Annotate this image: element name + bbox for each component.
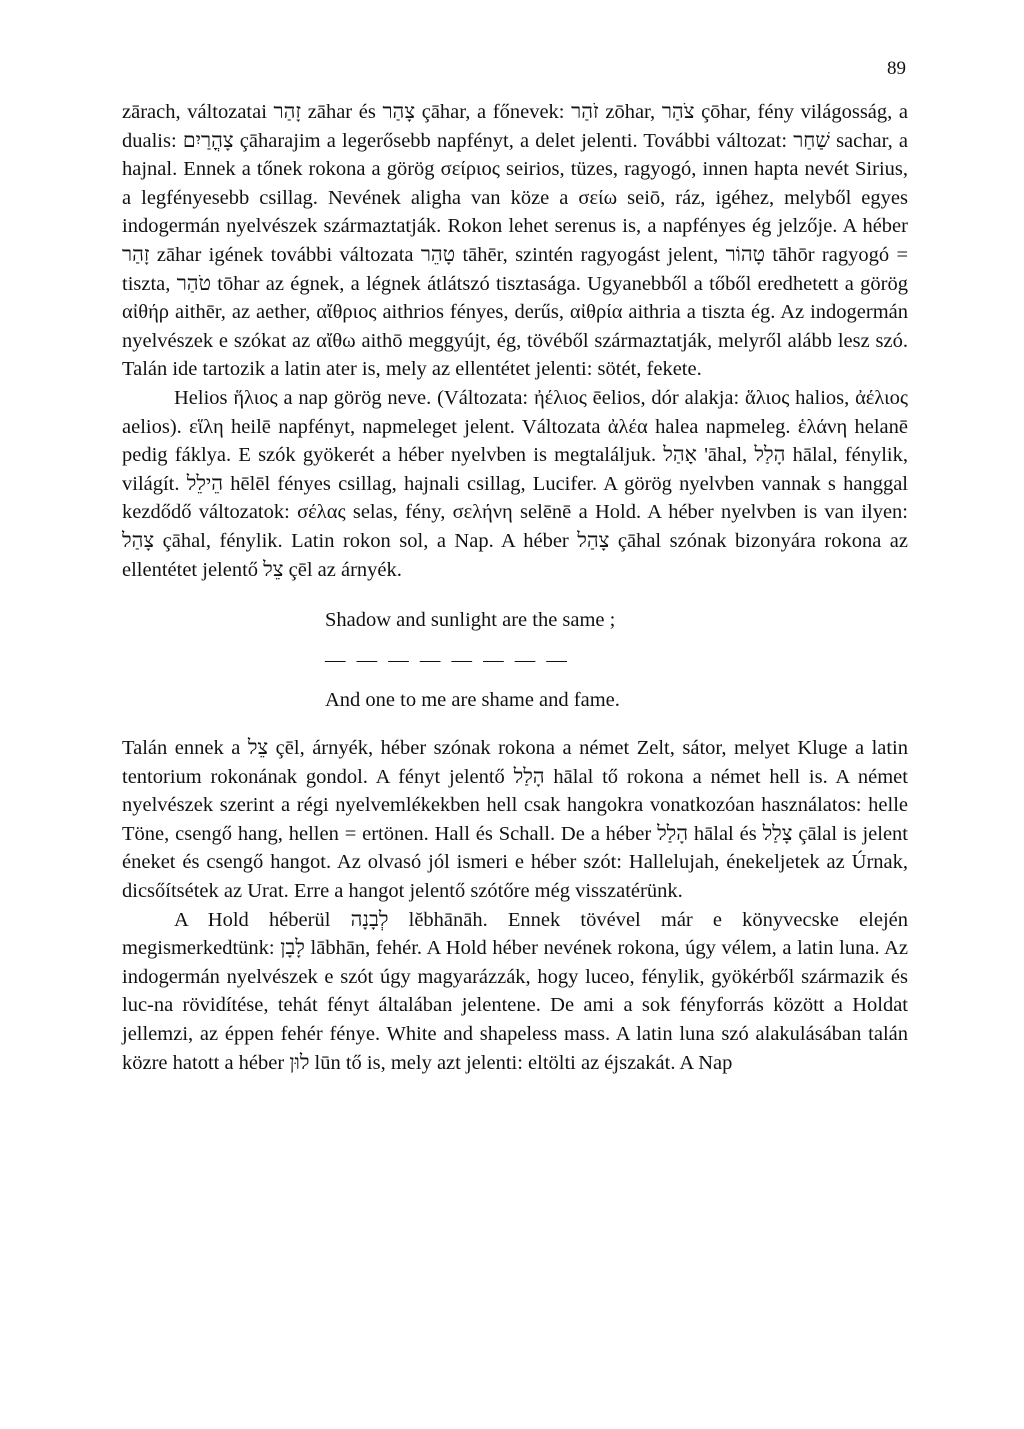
paragraph-hold: A Hold héberül לְבָנָה lĕbhānāh. Ennek tövével már e könyvecske elején megismerkedtünk: לָבָן lābhān, fehér. A Hold héber nevének rokona, úgy vélem, a latin luna. Az indogermán nyelvészek e szót úgy magyarázzák, hogy luceo, fénylik, gyökérből származik és luc-na rövidítése, tehát fényt általában jelentene. De ami a sok fényforrás között a Holdat jellemzi, az éppen fehér fénye. White and shapeless mass. A latin luna szó alakulásában talán közre hatott a héber לוּן lūn tő is, mely azt jelenti: eltölti az éjszakát. A Nap xyxy=(122,908,908,1074)
poem-line-1: Shadow and sunlight are the same ; xyxy=(325,609,616,632)
poem-line-2: And one to me are shame and fame. xyxy=(325,689,620,712)
page-number: 89 xyxy=(887,58,906,79)
paragraph-zarach: zārach, változatai זָהַר zāhar és צָהַר çāhar, a főnevek: זֹהַר zōhar, צֹהַר çōhar, fény világosság, a dualis: צָהֳרַיִם çāharajim a legerősebb napfényt, a delet jelenti. További változat: שַׁחַר sachar, a hajnal. Ennek a tőnek rokona a görög σείριος seirios, tüzes, ragyogó, innen hapta nevét Sirius, a legfényesebb csillag. Nevének aligha van köze a σείω seiō, ráz, igéhez, melyből egyes indogermán nyelvészek származtatják. Rokon lehet serenus is, a napfényes ég jelzője. A héber זָהַר zāhar igének további változata טָהֵר tāhēr, szintén ragyogást jelent, טָהוֹר tāhōr ragyogó = tiszta, טֹהַר tōhar az égnek, a légnek átlátszó tisztasága. Ugyanebből a tőből eredhetett a görög αἰθήρ aithēr, az aether, αἴθριος aithrios fényes, derűs, αἰθρία aithria a tiszta ég. Az indogermán nyelvészek e szókat az αἴθω aithō meggyújt, ég, tövéből származtatják, melyről alább lesz szó. Talán ide tartozik a latin ater is, mely az ellentétet jelenti: sötét, fekete. xyxy=(122,101,908,381)
paragraph-helios: Helios ἥλιος a nap görög neve. (Változata: ἠέλιος ēelios, dór alakja: ἅλιος halios, ἀέλιος aelios). εἵλη heilē napfényt, napmeleget jelent. Változata ἀλέα halea napmeleg. ἑλάνη helanē pedig fáklya. E szók gyökerét a héber nyelvben is megtaláljuk. אָהַל 'āhal, הָלַל hālal, fénylik, világít. הֵילֵל hēlēl fényes csillag, hajnali csillag, Lucifer. A görög nyelvben vannak s hanggal kezdődő változatok: σέλας selas, fény, σελήνη selēnē a Hold. A héber nyelvben is van ilyen: צָהַל çāhal, fénylik. Latin rokon sol, a Nap. A héber צָהַל çāhal szónak bizonyára rokona az ellentétet jelentő צֵל çēl az árnyék. xyxy=(122,386,908,581)
poem-ellipsis-dashes: — — — — — — — — xyxy=(325,649,570,672)
paragraph-zelt: Talán ennek a צֵל çēl, árnyék, héber szónak rokona a német Zelt, sátor, melyet Kluge a latin tentorium rokonának gondol. A fényt jelentő הָלַל hālal tő rokona a német hell is. A német nyelvészek szerint a régi nyelvemlékekben hell csak hangokra vonatkozóan használatos: helle Töne, csengő hang, hellen = ertönen. Hall és Schall. De a héber הָלַל hālal és צָלַל çālal is jelent éneket és csengő hangot. Az olvasó jól ismeri e héber szót: Hallelujah, énekeljetek az Úrnak, dicsőítsétek az Urat. Erre a hangot jelentő szótőre még visszatérünk. xyxy=(122,737,909,903)
poem-quote xyxy=(325,600,908,720)
page-body xyxy=(122,98,908,1077)
